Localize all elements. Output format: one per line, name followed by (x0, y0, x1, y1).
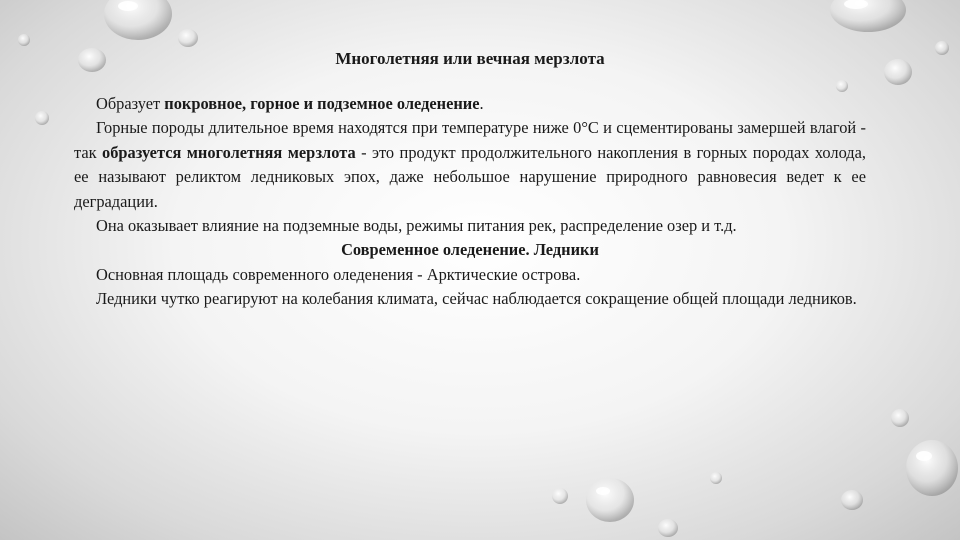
slide-body (74, 92, 866, 312)
water-drop-icon (18, 34, 30, 46)
water-drop-icon (35, 111, 49, 125)
paragraph-influence: Она оказывает влияние на подземные воды, режимы питания рек, распределение озер и т.д. (96, 216, 737, 236)
water-drop-icon (836, 80, 848, 92)
water-drop-icon (104, 0, 172, 40)
water-drop-icon (586, 478, 634, 522)
water-drop-icon (906, 440, 958, 496)
bold-span: покровное, горное и подземное оледенение (164, 94, 480, 113)
text-span: . (479, 94, 484, 113)
text-span: Горные породы длительное время находятся при температуре ниже 0°С и сцементированы замершей влагой - так (74, 118, 866, 162)
water-drop-icon (178, 29, 198, 47)
water-drop-icon (710, 472, 722, 484)
paragraph-permafrost (74, 116, 866, 214)
paragraph-glacier-retreat: Ледники чутко реагируют на колебания климата, сейчас наблюдается сокращение общей площади ледников. (96, 289, 857, 309)
water-drop-icon (841, 490, 863, 510)
water-drop-icon (935, 41, 949, 55)
paragraph-glaciation-types (74, 92, 866, 116)
paragraph-arctic-islands: Основная площадь современного оледенения - Арктические острова. (96, 264, 581, 284)
water-drop-icon (884, 59, 912, 85)
water-drop-icon (891, 409, 909, 427)
bold-span: образуется многолетняя мерзлота (102, 142, 356, 162)
slide-title: Многолетняя или вечная мерзлота (335, 49, 605, 68)
water-drop-icon (830, 0, 906, 32)
text-span: Образует (96, 94, 165, 113)
water-drop-icon (552, 488, 568, 504)
subheading-glaciers: Современное оледенение. Ледники (341, 240, 599, 260)
text-span: - это продукт продолжительного накопления в горных породах холода, ее называют реликтом ледниковых эпох, даже небольшое нарушение природного равновесия ведет к ее деградации. (74, 142, 867, 211)
water-drop-icon (658, 519, 678, 537)
